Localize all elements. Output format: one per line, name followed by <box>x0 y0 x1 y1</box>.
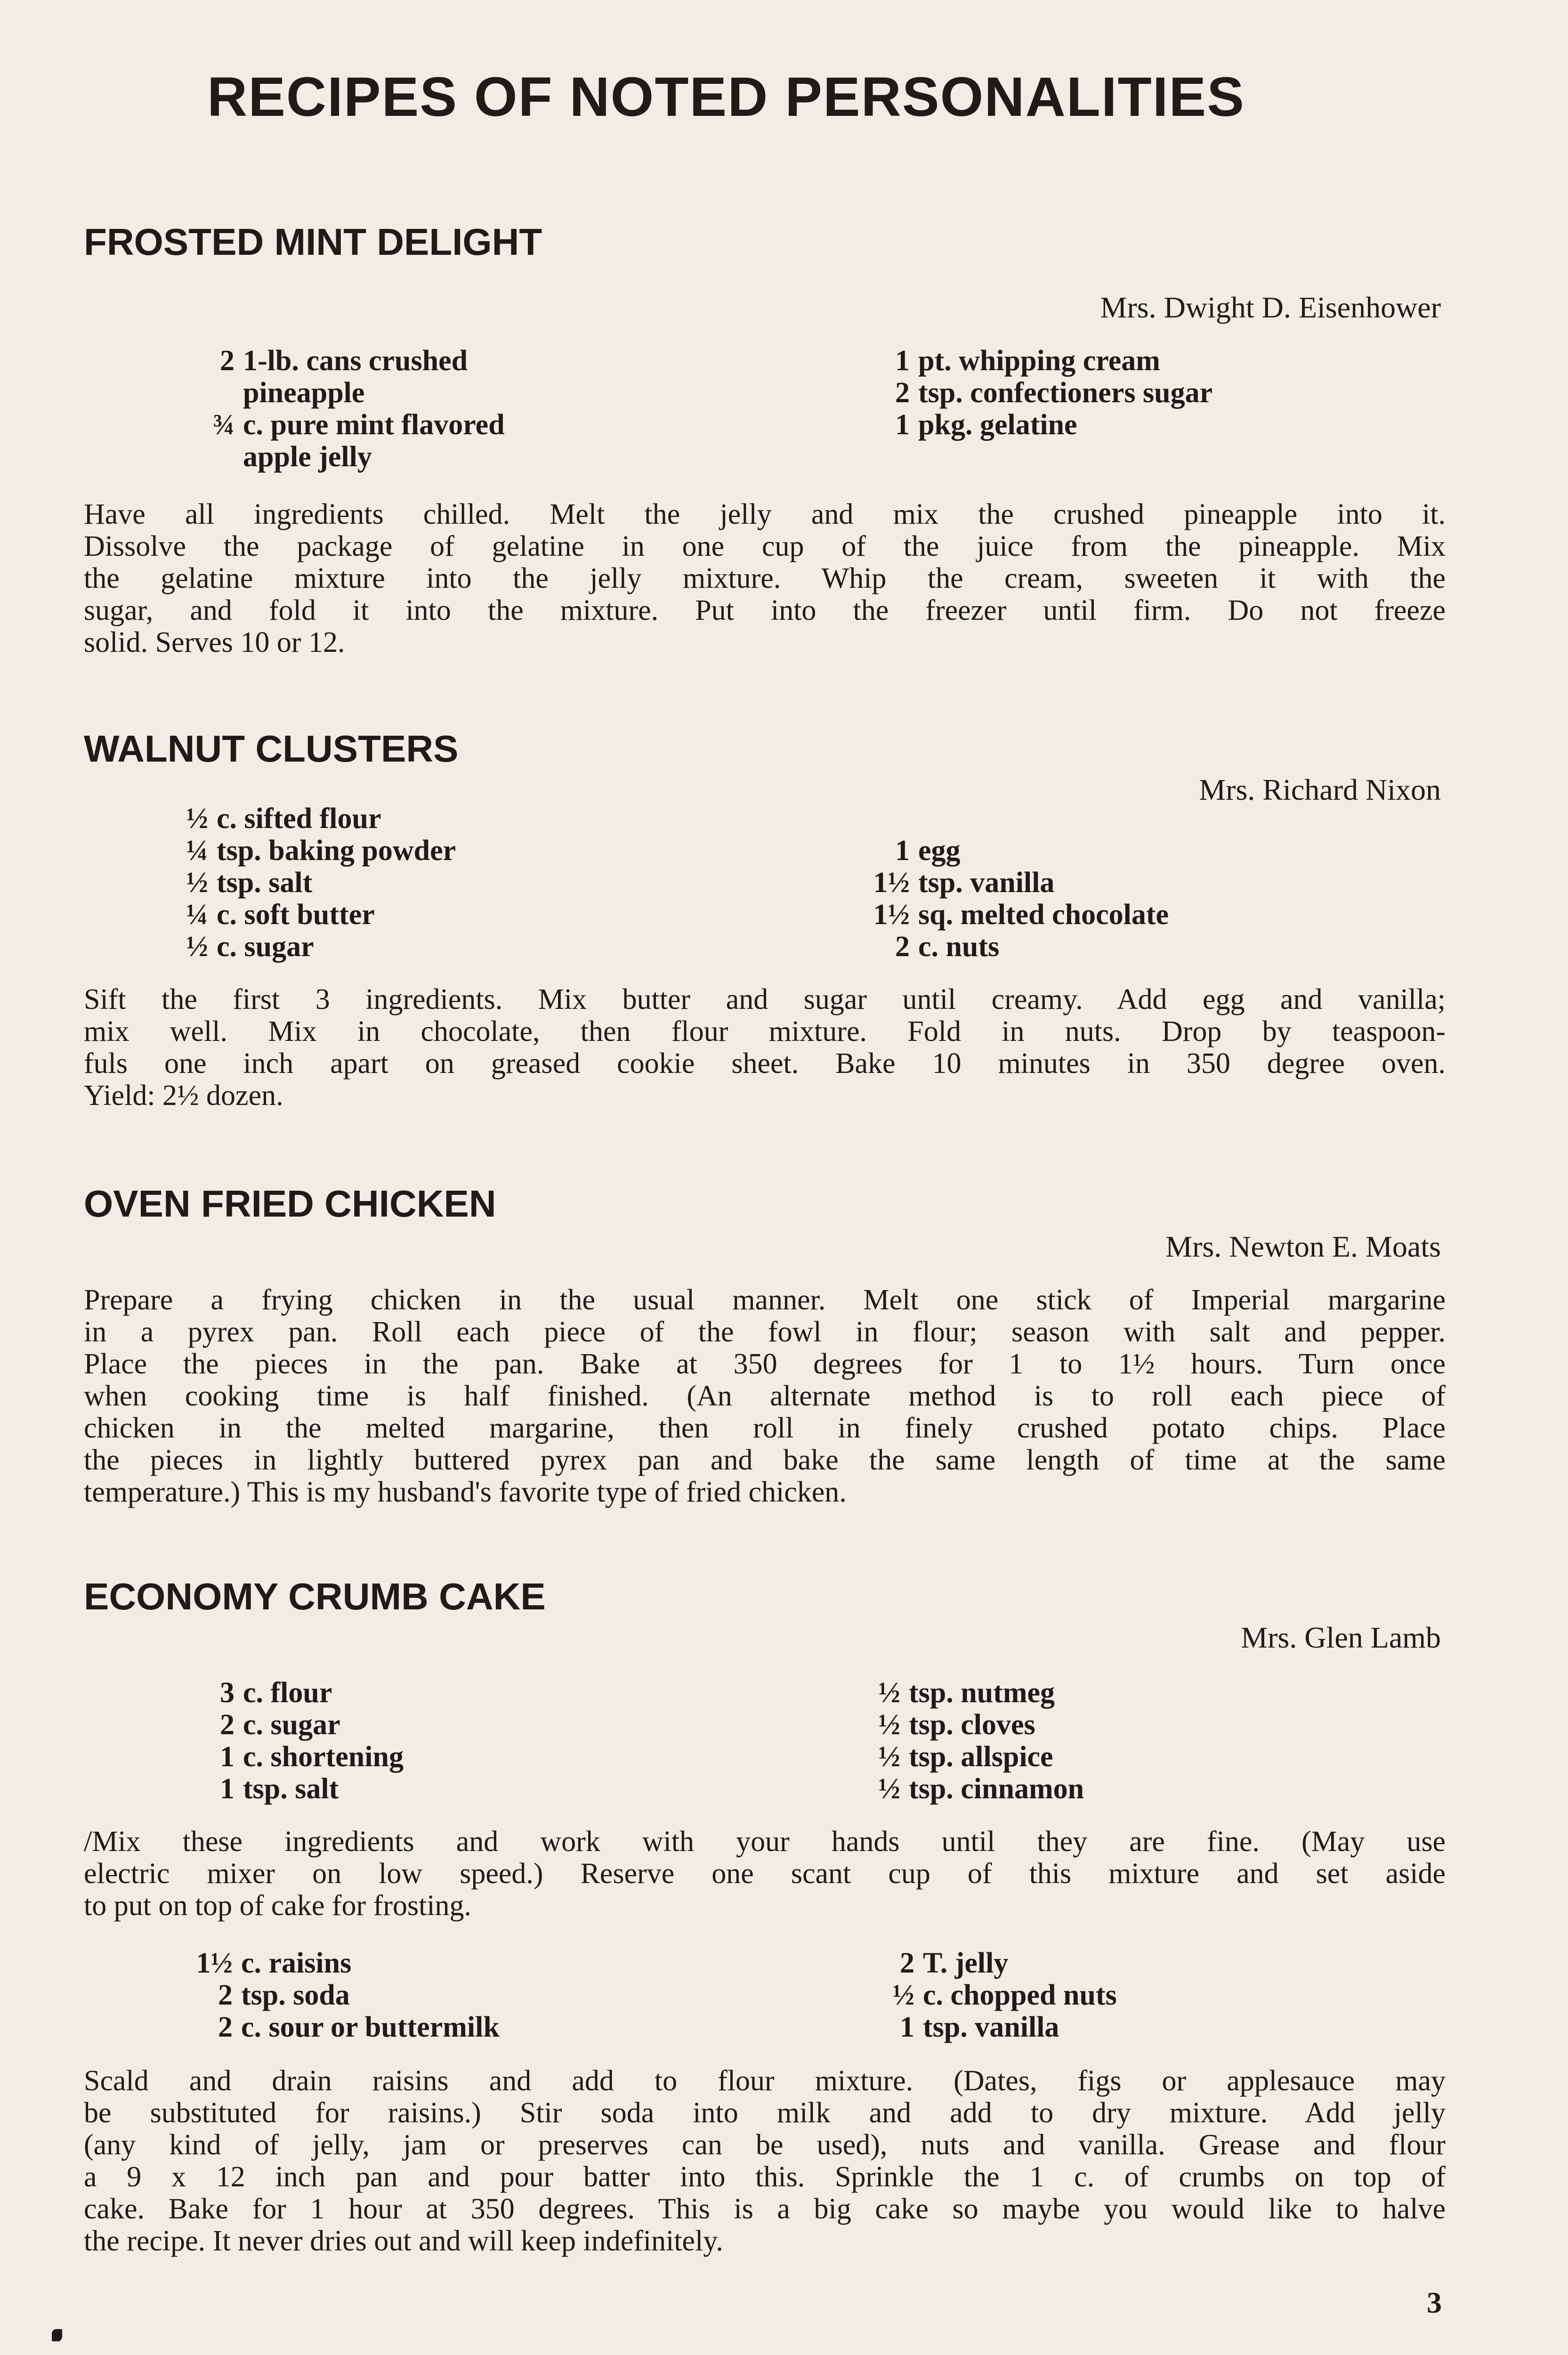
ingredient-row: apple jelly <box>243 441 372 473</box>
ingredient-row: 1½ tsp. vanilla <box>873 867 1055 899</box>
ingredients-left-frosted-mint-delight <box>202 345 505 473</box>
ingredient-row: ½ tsp. allspice <box>878 1741 1053 1773</box>
page-title: RECIPES OF NOTED PERSONALITIES <box>207 66 1245 128</box>
ingredients-left-economy-crumb-cake <box>202 1677 404 1805</box>
ingredient-row: ½ tsp. nutmeg <box>878 1677 1055 1709</box>
recipe-title-walnut-clusters: WALNUT CLUSTERS <box>84 728 459 770</box>
ingredients-right-walnut-clusters <box>852 835 1169 963</box>
ingredient-row: 1 tsp. salt <box>220 1773 339 1805</box>
ink-mark <box>52 2329 62 2341</box>
ingredient-row: 2 tsp. confectioners sugar <box>895 377 1213 409</box>
ingredient-row: pineapple <box>243 377 365 409</box>
recipe-title-oven-fried-chicken: OVEN FRIED CHICKEN <box>84 1183 496 1225</box>
ingredient-row: 2 tsp. soda <box>218 1979 350 2011</box>
ingredient-row: ¼ c. soft butter <box>186 899 375 931</box>
ingredient-row: 2 T. jelly <box>900 1947 1009 1979</box>
ingredient-row: 1 egg <box>895 835 961 867</box>
ingredient-row: 1 pkg. gelatine <box>895 409 1077 441</box>
directions-walnut-clusters: Sift the first 3 ingredients. Mix butter and sugar until creamy. Add egg and vanilla; mix well. Mix in chocolate, then flour mixture. Fold in nuts. Drop by teaspoon- fuls one inch apart on greased cookie sheet. Bake 10 minutes in 350 degree oven. Yield: 2½ dozen. <box>84 983 1446 1112</box>
ingredient-row: 2 1-lb. cans crushed <box>220 345 468 377</box>
ingredient-row: ½ tsp. cloves <box>878 1709 1035 1741</box>
ingredient-row: 1 tsp. vanilla <box>900 2011 1059 2043</box>
recipe-author-lamb: Mrs. Glen Lamb <box>1241 1621 1441 1654</box>
page-number: 3 <box>1427 2286 1442 2319</box>
ingredient-row: 3 c. flour <box>220 1677 332 1709</box>
ingredient-row: 2 c. nuts <box>895 931 1000 963</box>
ingredient-row: ½ tsp. cinnamon <box>878 1773 1084 1805</box>
ingredients-right-economy-crumb-cake <box>867 1677 1084 1805</box>
ingredients-right-frosted-mint-delight <box>877 345 1212 441</box>
recipe-author-moats: Mrs. Newton E. Moats <box>1165 1230 1441 1263</box>
ingredient-row: ½ c. chopped nuts <box>892 1979 1117 2011</box>
ingredients2-right-economy-crumb-cake <box>877 1947 1117 2043</box>
directions-oven-fried-chicken: Prepare a frying chicken in the usual manner. Melt one stick of Imperial margarine in a pyrex pan. Roll each piece of the fowl in flour; season with salt and pepper. Place the pieces in the pan. Bake at 350 degrees for 1 to 1½ hours. Turn once when cooking time is half finished. (An alternate method is to roll each piece of chicken in the melted margarine, then roll in finely crushed potato chips. Place the pieces in lightly buttered pyrex pan and bake the same length of time at the same temperature.) This is my husband's favorite type of fried chicken. <box>84 1284 1446 1508</box>
directions-frosted-mint-delight: Have all ingredients chilled. Melt the jelly and mix the crushed pineapple into it. Dissolve the package of gelatine in one cup of the juice from the pineapple. Mix the gelatine mixture into the jelly mixture. Whip the cream, sweeten it with the sugar, and fold it into the mixture. Put into the freezer until firm. Do not freeze solid. Serves 10 or 12. <box>84 498 1446 658</box>
recipe-title-frosted-mint-delight: FROSTED MINT DELIGHT <box>84 221 542 263</box>
ingredient-row: ½ tsp. salt <box>186 867 313 899</box>
ingredient-row: ¾ c. pure mint flavored <box>212 409 505 441</box>
ingredients2-left-economy-crumb-cake <box>175 1947 500 2043</box>
ingredients-left-walnut-clusters <box>175 803 456 963</box>
ingredient-row: 1 c. shortening <box>220 1741 404 1773</box>
ingredient-row: 1 pt. whipping cream <box>895 345 1160 377</box>
ingredient-row: 2 c. sugar <box>220 1709 340 1741</box>
directions-economy-crumb-cake-part-1: /Mix these ingredients and work with your hands until they are fine. (May use electric mixer on low speed.) Reserve one scant cup of this mixture and set aside to put on top of cake for frosting. <box>84 1826 1446 1922</box>
recipe-author-nixon: Mrs. Richard Nixon <box>1199 773 1441 806</box>
ingredient-row: ½ c. sifted flour <box>186 803 381 835</box>
ingredient-row: 2 c. sour or buttermilk <box>218 2011 500 2043</box>
ingredient-row: ½ c. sugar <box>186 931 314 963</box>
recipe-title-economy-crumb-cake: ECONOMY CRUMB CAKE <box>84 1575 546 1617</box>
directions-economy-crumb-cake-part-2: Scald and drain raisins and add to flour mixture. (Dates, figs or applesauce may be substituted for raisins.) Stir soda into milk and add to dry mixture. Add jelly (any kind of jelly, jam or preserves can be used), nuts and vanilla. Grease and flour a 9 x 12 inch pan and pour batter into this. Sprinkle the 1 c. of crumbs on top of cake. Bake for 1 hour at 350 degrees. This is a big cake so maybe you would like to halve the recipe. It never dries out and will keep indefinitely. <box>84 2065 1446 2257</box>
ingredient-row: ¼ tsp. baking powder <box>186 835 456 867</box>
ingredient-row: 1½ c. raisins <box>196 1947 352 1979</box>
recipe-author-eisenhower: Mrs. Dwight D. Eisenhower <box>1100 291 1441 324</box>
ingredient-row: 1½ sq. melted chocolate <box>873 899 1169 931</box>
